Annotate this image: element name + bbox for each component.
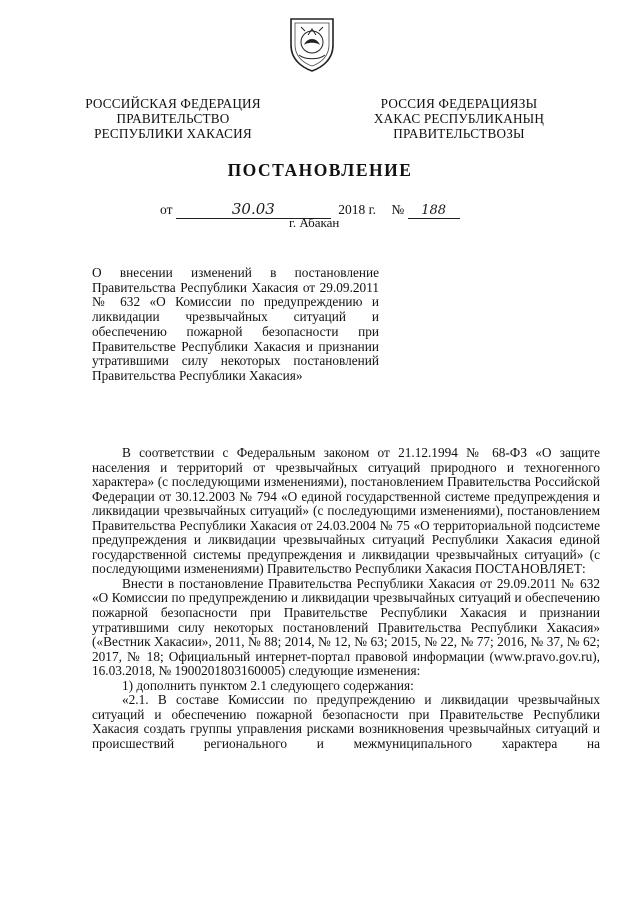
handwritten-date: 30.03: [176, 200, 331, 219]
coat-of-arms-icon: [287, 15, 337, 73]
issuer-header-khakas: [349, 96, 569, 141]
paragraph: 1) дополнить пунктом 2.1 следующего содержания:: [122, 677, 414, 693]
header-line: РЕСПУБЛИКИ ХАКАСИЯ: [94, 126, 252, 141]
paragraph: В соответствии с Федеральным законом от 21.12.1994 № 68-ФЗ «О защите населения и территорий от чрезвычайных ситуаций природного и техногенного характера» (с последующими изменениями), постановлением Правительства Российской Федерации от 30.12.2003 № 794 «О единой государственной системе предупреждения и ликвидации чрезвычайных ситуаций» (с последующими изменениями), постановлением Правительства Республики Хакасия от 24.03.2004 № 75 «О территориальной подсистеме предупреждения и ликвидации чрезвычайных ситуаций Республики Хакасия единой государственной системы предупреждения и ликвидации чрезвычайных ситуаций» (с последующими изменениями) Правительство Республики Хакасия ПОСТАНОВЛЯЕТ:: [92, 445, 600, 577]
date-prefix: от: [160, 202, 173, 217]
header-line: РОССИЯ ФЕДЕРАЦИЯЗЫ: [380, 96, 538, 111]
number-sign: №: [391, 202, 405, 217]
header-line: ХАКАС РЕСПУБЛИКАНЫҢ: [373, 111, 545, 126]
issuer-header-russian: [63, 96, 283, 141]
city-label: г. Абакан: [289, 215, 340, 230]
document-title: ПОСТАНОВЛЕНИЕ: [227, 160, 413, 180]
paragraph: Внести в постановление Правительства Республики Хакасия от 29.09.2011 № 632 «О Комиссии по предупреждению и ликвидации чрезвычайных ситуаций и обеспечению пожарной безопасности при Правительстве Республики Хакасия и признании утратившими силу некоторых постановлений Правительства Республики Хакасия» («Вестник Хакасии», 2011, № 88; 2014, № 12, № 63; 2015, № 22, № 77; 2016, № 37, № 62; 2017, № 18; Официальный интернет-портал правовой информации (www.pravo.gov.ru), 16.03.2018, № 1900201803160005) следующие изменения:: [92, 575, 600, 679]
header-line: ПРАВИТЕЛЬСТВО: [116, 111, 230, 126]
header-line: ПРАВИТЕЛЬСТВОЗЫ: [393, 126, 525, 141]
document-subject: О внесении изменений в постановление Правительства Республики Хакасия от 29.09.2011 № 632 «О Комиссии по предупреждению и ликвидации чрезвычайных ситуаций и обеспечению пожарной безопасности при Правительстве Республики Хакасия и признании утратившими силу некоторых постановлений Правительства Республики Хакасия»: [92, 265, 379, 383]
handwritten-number: 188: [408, 203, 460, 219]
header-line: РОССИЙСКАЯ ФЕДЕРАЦИЯ: [85, 96, 261, 111]
document-body: [92, 446, 600, 751]
date-year: 2018 г.: [338, 202, 376, 217]
paragraph: «2.1. В составе Комиссии по предупреждению и ликвидации чрезвычайных ситуаций и обеспечению пожарной безопасности при Правительстве Республики Хакасия создать группы управления рисками возникновения чрезвычайных ситуаций и происшествий регионального и межмуниципального характера на: [92, 692, 600, 751]
